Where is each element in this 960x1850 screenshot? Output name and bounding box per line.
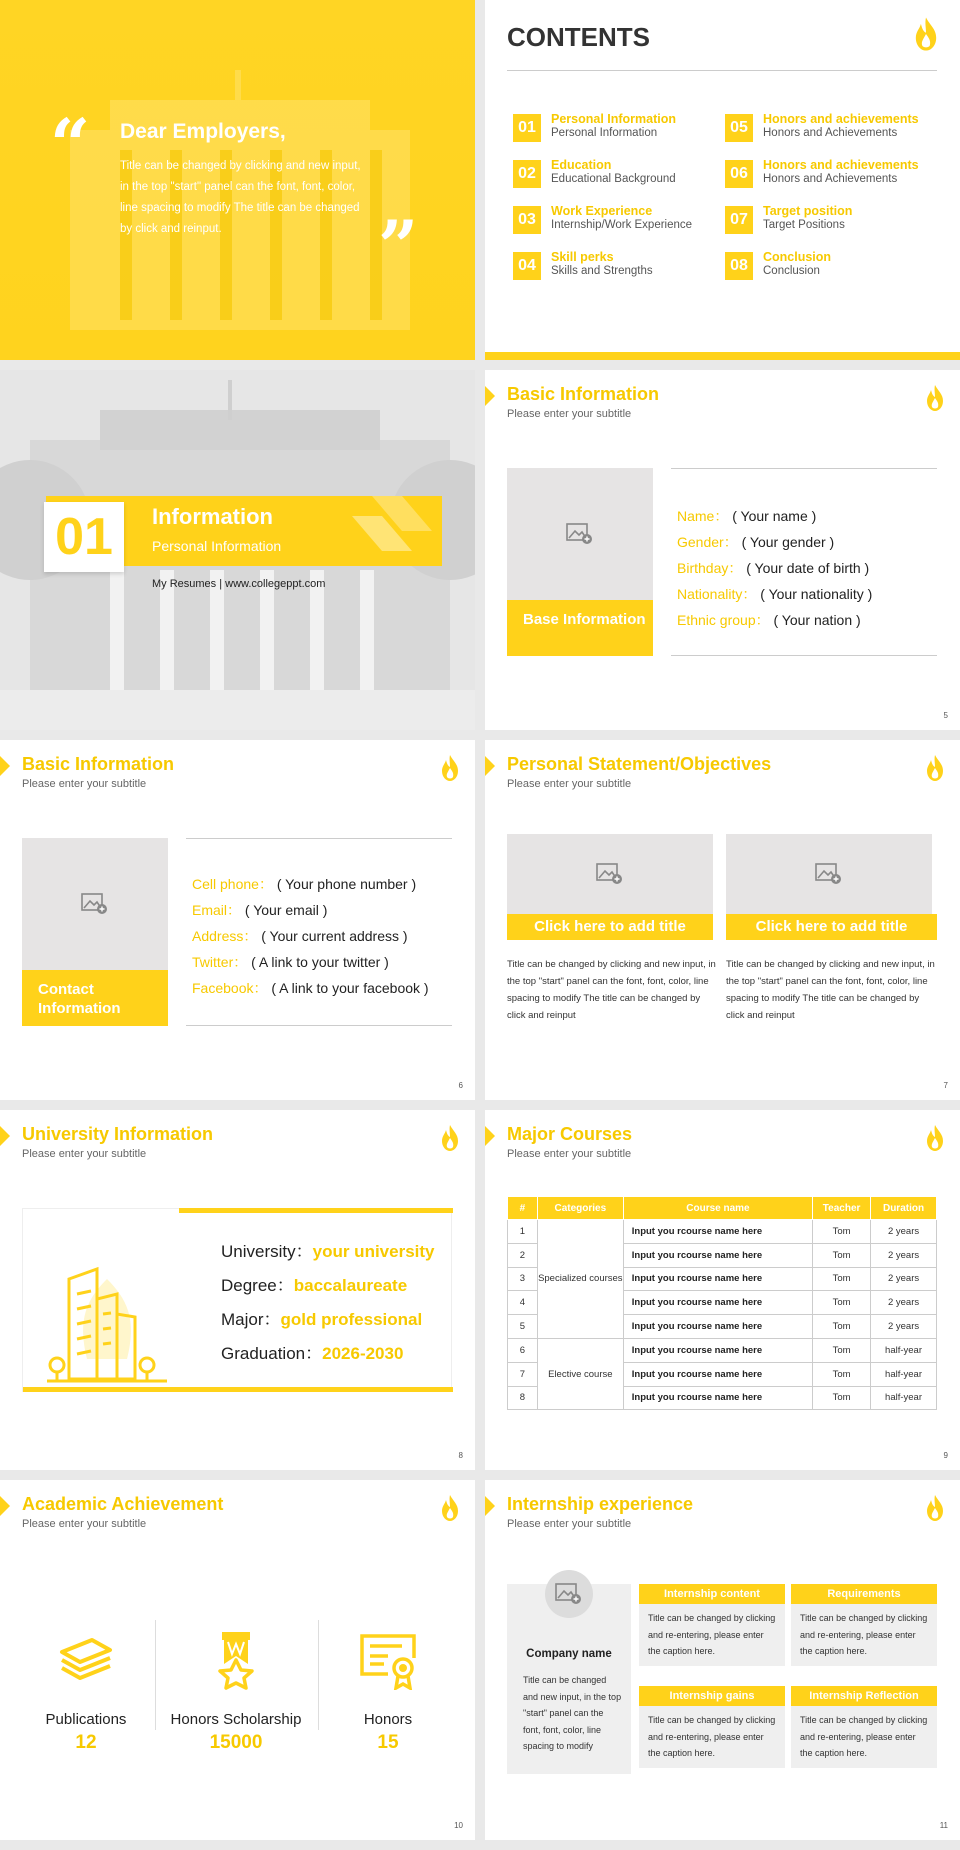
- slide-subtitle: Please enter your subtitle: [22, 1518, 147, 1530]
- item-title: Work Experience: [551, 204, 653, 218]
- box-title: Requirements: [791, 1584, 937, 1604]
- contents-item[interactable]: [725, 112, 935, 144]
- contact-information-label: Contact Information: [22, 970, 168, 1026]
- card-text: Title can be changed by clicking and new input, in the top "start" panel can the font, font, color, line spacing to modify The title can be changed by click and reinput: [507, 959, 716, 1021]
- item-number: 07: [725, 206, 753, 234]
- box-text: Title can be changed by clicking and re-entering, please enter the caption here.: [800, 1715, 928, 1758]
- header-arrow-icon: [485, 1496, 495, 1516]
- item-subtitle: Internship/Work Experience: [551, 219, 693, 231]
- page-number: 11: [939, 1821, 948, 1830]
- item-number: 02: [513, 160, 541, 188]
- item-subtitle: Honors and Achievements: [763, 127, 898, 139]
- info-row: Email： ( Your email ): [192, 902, 328, 918]
- table-row: 6 Elective course Input you rcourse name here Tom half-year: [508, 1338, 937, 1362]
- column-header: Teacher: [813, 1197, 871, 1220]
- university-row: University：your university: [221, 1242, 435, 1261]
- internship-gains-box: [639, 1686, 785, 1768]
- item-number: 08: [725, 252, 753, 280]
- graduation-row: Graduation：2026-2030: [221, 1344, 404, 1363]
- item-title: Education: [551, 158, 612, 172]
- item-subtitle: Conclusion: [763, 265, 820, 277]
- table-row: 4 Input you rcourse name here Tom 2 years: [508, 1291, 937, 1315]
- section-number: 01: [44, 502, 124, 572]
- flame-logo-icon: [924, 754, 946, 782]
- slide-subtitle: Please enter your subtitle: [22, 1148, 147, 1160]
- university-card: [22, 1208, 452, 1392]
- company-name: Company name: [526, 1648, 612, 1660]
- base-information-label: Base Information: [507, 600, 653, 656]
- flame-logo-icon: [912, 16, 940, 52]
- contents-item[interactable]: [513, 250, 723, 282]
- greeting-title: Dear Employers,: [120, 120, 286, 143]
- table-row: 7 Input you rcourse name here Tom half-year: [508, 1362, 937, 1386]
- contents-item[interactable]: [513, 112, 723, 144]
- box-text: Title can be changed by clicking and re-entering, please enter the caption here.: [648, 1613, 776, 1656]
- item-title: Target position: [763, 204, 853, 218]
- contents-item[interactable]: [513, 204, 723, 236]
- contents-title: CONTENTS: [507, 22, 650, 52]
- item-title: Skill perks: [551, 250, 614, 264]
- box-text: Title can be changed by clicking and re-entering, please enter the caption here.: [648, 1715, 776, 1758]
- info-row: Ethnic group： ( Your nation ): [677, 612, 861, 628]
- page-number: 10: [454, 1821, 463, 1830]
- requirements-box: [791, 1584, 937, 1666]
- table-header-row: [508, 1197, 937, 1220]
- item-title: Honors and achievements: [763, 158, 919, 172]
- stat-label: Honors Scholarship: [170, 1711, 302, 1728]
- photo-placeholder[interactable]: [726, 834, 932, 914]
- greeting-text: Title can be changed by clicking and new input, in the top "start" panel can the font, font, color, line spacing to modify The title can be changed by click and reinput.: [120, 160, 361, 235]
- divider: [155, 1620, 156, 1730]
- stat-label: Publications: [45, 1711, 127, 1728]
- slide-academic-achievement: [0, 1480, 475, 1840]
- publications-stat: [16, 1630, 156, 1754]
- category-cell: Specialized courses: [537, 1220, 623, 1339]
- image-placeholder-icon: [566, 522, 594, 546]
- item-subtitle: Target Positions: [763, 219, 845, 231]
- page-number: 9: [943, 1451, 948, 1460]
- page-number: 6: [458, 1081, 463, 1090]
- header-arrow-icon: [485, 1126, 495, 1146]
- degree-row: Degree：baccalaureate: [221, 1276, 408, 1295]
- box-title: Internship Reflection: [791, 1686, 937, 1706]
- stat-value: 15000: [209, 1732, 263, 1753]
- item-subtitle: Educational Background: [551, 173, 676, 185]
- slide-contact-information: [0, 740, 475, 1100]
- slide-internship-experience: [485, 1480, 960, 1840]
- header-arrow-icon: [0, 1496, 10, 1516]
- slide-subtitle: Please enter your subtitle: [22, 778, 147, 790]
- page-number: 8: [458, 1451, 463, 1460]
- slide-basic-information: [485, 370, 960, 730]
- building-icon: [47, 1259, 167, 1389]
- slide-subtitle: Please enter your subtitle: [507, 1518, 632, 1530]
- header-arrow-icon: [485, 386, 495, 406]
- item-number: 06: [725, 160, 753, 188]
- stat-value: 15: [377, 1732, 399, 1753]
- flame-logo-icon: [439, 754, 461, 782]
- item-subtitle: Honors and Achievements: [763, 173, 898, 185]
- internship-reflection-box: [791, 1686, 937, 1768]
- divider: [507, 70, 937, 71]
- open-quote-icon: “: [50, 103, 91, 186]
- books-icon: [56, 1630, 116, 1690]
- photo-placeholder[interactable]: [22, 838, 168, 970]
- card-title-button[interactable]: Click here to add title: [726, 914, 937, 940]
- slide-personal-statement: [485, 740, 960, 1100]
- column-header: Course name: [623, 1197, 812, 1220]
- page-number: 7: [943, 1081, 948, 1090]
- card-title-button[interactable]: Click here to add title: [507, 914, 713, 940]
- slide-major-courses: [485, 1110, 960, 1470]
- slide-dear-employers: [0, 0, 475, 360]
- slide-subtitle: Please enter your subtitle: [507, 408, 632, 420]
- table-row: 2 Input you rcourse name here Tom 2 years: [508, 1243, 937, 1267]
- header-arrow-icon: [0, 1126, 10, 1146]
- major-row: Major：gold professional: [221, 1310, 423, 1329]
- slide-title: Basic Information: [507, 384, 660, 404]
- table-row: 8 Input you rcourse name here Tom half-year: [508, 1386, 937, 1410]
- info-list: [186, 838, 452, 1026]
- internship-content-box: [639, 1584, 785, 1666]
- slide-university-information: [0, 1110, 475, 1470]
- page-number: 5: [943, 711, 948, 720]
- image-placeholder-icon: [81, 892, 109, 916]
- item-subtitle: Personal Information: [551, 127, 658, 139]
- decorative-stripes: [352, 496, 432, 566]
- company-description: Title can be changed and new input, in the top "start" panel can the font, font, color, line spacing to modify: [523, 1675, 622, 1751]
- contents-item[interactable]: [513, 158, 723, 190]
- card-text: Title can be changed by clicking and new input, in the top "start" panel can the font, font, color, line spacing to modify The title can be changed by click and reinput: [726, 959, 935, 1021]
- column-header: Duration: [871, 1197, 937, 1220]
- header-arrow-icon: [485, 756, 495, 776]
- info-row: Twitter： ( A link to your twitter ): [192, 954, 389, 970]
- info-row: Facebook： ( A link to your facebook ): [192, 980, 429, 996]
- website-link[interactable]: My Resumes | www.collegeppt.com: [152, 578, 326, 590]
- box-title: Internship content: [639, 1584, 785, 1604]
- image-placeholder-icon: [555, 1582, 583, 1606]
- table-row: 5 Input you rcourse name here Tom 2 years: [508, 1315, 937, 1339]
- flame-logo-icon: [924, 1494, 946, 1522]
- slide-title: University Information: [22, 1124, 214, 1144]
- box-title: Internship gains: [639, 1686, 785, 1706]
- slide-title: Personal Statement/Objectives: [507, 754, 772, 774]
- info-list: [671, 468, 937, 656]
- flame-logo-icon: [924, 384, 946, 412]
- item-number: 04: [513, 252, 541, 280]
- flame-logo-icon: [439, 1124, 461, 1152]
- contents-item[interactable]: [725, 158, 935, 190]
- item-number: 03: [513, 206, 541, 234]
- photo-placeholder[interactable]: [507, 468, 653, 600]
- info-row: Name： ( Your name ): [677, 508, 817, 524]
- header-arrow-icon: [0, 756, 10, 776]
- column-header: Categories: [537, 1197, 623, 1220]
- stat-label: Honors: [363, 1711, 413, 1728]
- slide-contents: [485, 0, 960, 360]
- flame-logo-icon: [924, 1124, 946, 1152]
- item-title: Honors and achievements: [763, 112, 919, 126]
- item-title: Conclusion: [763, 250, 832, 264]
- bottom-accent-bar: [485, 352, 960, 360]
- contents-item[interactable]: [725, 204, 935, 236]
- slide-title: Internship experience: [507, 1494, 694, 1514]
- courses-table: [507, 1196, 937, 1410]
- item-subtitle: Skills and Strengths: [551, 265, 653, 277]
- item-number: 05: [725, 114, 753, 142]
- info-row: Gender： ( Your gender ): [677, 534, 835, 550]
- award-medal-icon: [206, 1630, 266, 1690]
- section-title: Information: [152, 504, 273, 529]
- slide-subtitle: Please enter your subtitle: [507, 1148, 632, 1160]
- item-title: Personal Information: [551, 112, 677, 126]
- certificate-icon: [358, 1630, 418, 1690]
- section-subtitle: Personal Information: [152, 538, 282, 554]
- stat-value: 12: [75, 1732, 97, 1753]
- flame-logo-icon: [439, 1494, 461, 1522]
- close-quote-icon: ”: [378, 205, 419, 288]
- slide-title: Basic Information: [22, 754, 175, 774]
- slide-section-information: [0, 370, 475, 730]
- image-placeholder-icon: [596, 862, 624, 886]
- info-row: Birthday： ( Your date of birth ): [677, 560, 870, 576]
- contents-item[interactable]: [725, 250, 935, 282]
- slide-subtitle: Please enter your subtitle: [507, 778, 632, 790]
- info-row: Address： ( Your current address ): [192, 928, 408, 944]
- table-row: 1 Specialized courses Input you rcourse name here Tom 2 years: [508, 1220, 937, 1244]
- photo-placeholder[interactable]: [507, 834, 713, 914]
- table-row: 3 Input you rcourse name here Tom 2 years: [508, 1267, 937, 1291]
- info-row: Cell phone： ( Your phone number ): [192, 876, 417, 892]
- scholarship-stat: [166, 1630, 306, 1754]
- column-header: #: [508, 1197, 538, 1220]
- slide-title: Major Courses: [507, 1124, 633, 1144]
- info-row: Nationality： ( Your nationality ): [677, 586, 873, 602]
- category-cell: Elective course: [537, 1338, 623, 1409]
- company-logo-placeholder[interactable]: [545, 1570, 593, 1618]
- box-text: Title can be changed by clicking and re-entering, please enter the caption here.: [800, 1613, 928, 1656]
- item-number: 01: [513, 114, 541, 142]
- company-card: [507, 1584, 631, 1774]
- image-placeholder-icon: [815, 862, 843, 886]
- honors-stat: [318, 1630, 458, 1754]
- slide-title: Academic Achievement: [22, 1494, 224, 1514]
